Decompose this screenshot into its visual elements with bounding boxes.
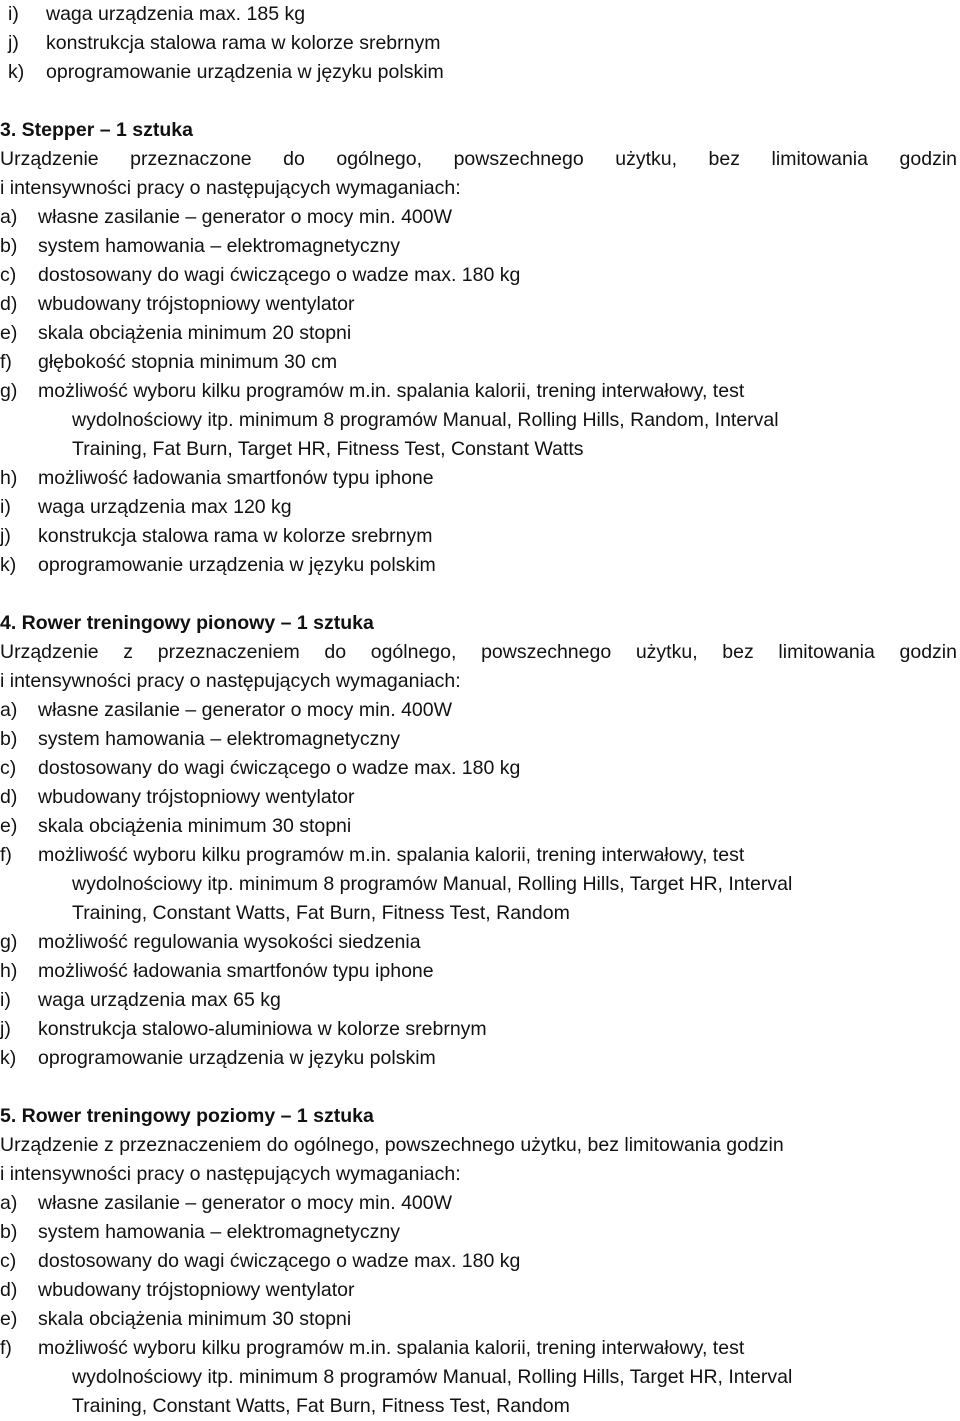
list-marker: a)	[0, 206, 18, 228]
list-item-text: system hamowania – elektromagnetyczny	[38, 1221, 400, 1243]
list-item-text: skala obciążenia minimum 20 stopni	[38, 322, 352, 344]
list-item-text: wbudowany trójstopniowy wentylator	[38, 1279, 355, 1301]
list-item	[0, 232, 960, 261]
list-item-text: dostosowany do wagi ćwiczącego o wadze max. 180 kg	[38, 264, 521, 286]
section-heading: 4. Rower treningowy pionowy – 1 sztuka	[0, 612, 374, 634]
list-marker: f)	[0, 351, 12, 373]
list-item-text: oprogramowanie urządzenia w języku polskim	[38, 1047, 436, 1069]
list-item	[0, 522, 960, 551]
section-intro-cont: i intensywności pracy o następujących wymaganiach:	[0, 177, 461, 199]
list-item-text: system hamowania – elektromagnetyczny	[38, 235, 400, 257]
list-marker: k)	[8, 61, 25, 83]
list-item	[0, 957, 960, 986]
list-item	[0, 464, 960, 493]
list-item-text: głębokość stopnia minimum 30 cm	[38, 351, 338, 373]
list-item-text: własne zasilanie – generator o mocy min. 400W	[38, 206, 453, 228]
list-item-text: waga urządzenia max 65 kg	[38, 989, 281, 1011]
list-item	[0, 29, 960, 58]
list-item-text: system hamowania – elektromagnetyczny	[38, 728, 400, 750]
list-item	[0, 812, 960, 841]
list-item-continuation: Training, Fat Burn, Target HR, Fitness Test, Constant Watts	[72, 438, 584, 460]
list-marker: h)	[0, 960, 18, 982]
list-marker: a)	[0, 1192, 18, 1214]
section-intro-cont: i intensywności pracy o następujących wymaganiach:	[0, 670, 461, 692]
list-item	[0, 754, 960, 783]
list-marker: e)	[0, 322, 18, 344]
list-marker: a)	[0, 699, 18, 721]
list-marker: j)	[0, 525, 11, 547]
list-item-text: skala obciążenia minimum 30 stopni	[38, 1308, 352, 1330]
list-marker: k)	[0, 1047, 17, 1069]
list-marker: c)	[0, 264, 17, 286]
list-item-text: dostosowany do wagi ćwiczącego o wadze max. 180 kg	[38, 1250, 521, 1272]
list-item	[0, 203, 960, 232]
list-item-text: konstrukcja stalowo-aluminiowa w kolorze srebrnym	[38, 1018, 487, 1040]
list-item-continuation: Training, Constant Watts, Fat Burn, Fitness Test, Random	[72, 1395, 570, 1417]
list-marker: i)	[8, 3, 19, 25]
list-item-text: możliwość wyboru kilku programów m.in. spalania kalorii, trening interwałowy, test	[38, 844, 745, 866]
list-item-text: możliwość wyboru kilku programów m.in. spalania kalorii, trening interwałowy, test	[38, 1337, 745, 1359]
list-item	[0, 1218, 960, 1247]
list-marker: f)	[0, 1337, 12, 1359]
list-marker: j)	[8, 32, 19, 54]
section-intro-cont: i intensywności pracy o następujących wymaganiach:	[0, 1163, 461, 1185]
list-item-text: waga urządzenia max 120 kg	[38, 496, 292, 518]
list-item	[0, 1334, 960, 1363]
list-item-text: własne zasilanie – generator o mocy min. 400W	[38, 1192, 453, 1214]
list-marker: b)	[0, 1221, 18, 1243]
section-stepper	[0, 116, 960, 580]
list-marker: g)	[0, 380, 18, 402]
list-item-text: możliwość wyboru kilku programów m.in. spalania kalorii, trening interwałowy, test	[38, 380, 745, 402]
list-item	[0, 986, 960, 1015]
list-item-text: wbudowany trójstopniowy wentylator	[38, 786, 355, 808]
list-marker: e)	[0, 1308, 18, 1330]
list-marker: c)	[0, 757, 17, 779]
list-item-text: własne zasilanie – generator o mocy min. 400W	[38, 699, 453, 721]
previous-item-list	[0, 0, 960, 87]
list-marker: b)	[0, 235, 18, 257]
list-marker: f)	[0, 844, 12, 866]
section-heading: 5. Rower treningowy poziomy – 1 sztuka	[0, 1105, 374, 1127]
list-item	[0, 551, 960, 580]
list-item	[0, 725, 960, 754]
list-marker: g)	[0, 931, 18, 953]
list-marker: d)	[0, 786, 18, 808]
list-item-text: możliwość ładowania smartfonów typu iphone	[38, 467, 434, 489]
list-item	[0, 58, 960, 87]
list-item-continuation: Training, Constant Watts, Fat Burn, Fitness Test, Random	[72, 902, 570, 924]
section-intro: Urządzenie z przeznaczeniem do ogólnego, powszechnego użytku, bez limitowania godzin	[0, 641, 957, 663]
list-item-continuation: wydolnościowy itp. minimum 8 programów Manual, Rolling Hills, Random, Interval	[72, 409, 779, 431]
list-marker: h)	[0, 467, 18, 489]
list-marker: b)	[0, 728, 18, 750]
list-item-text: dostosowany do wagi ćwiczącego o wadze max. 180 kg	[38, 757, 521, 779]
list-marker: d)	[0, 1279, 18, 1301]
list-marker: i)	[0, 989, 11, 1011]
list-item	[0, 290, 960, 319]
list-item	[0, 1305, 960, 1334]
list-item-text: konstrukcja stalowa rama w kolorze srebrnym	[38, 525, 433, 547]
section-intro: Urządzenie z przeznaczeniem do ogólnego, powszechnego użytku, bez limitowania godzin	[0, 1134, 784, 1156]
list-item-text: waga urządzenia max. 185 kg	[46, 3, 306, 25]
list-item	[0, 696, 960, 725]
list-item	[0, 319, 960, 348]
list-item	[0, 1276, 960, 1305]
list-item	[0, 1015, 960, 1044]
list-marker: k)	[0, 554, 17, 576]
list-marker: e)	[0, 815, 18, 837]
list-item	[0, 377, 960, 406]
list-marker: i)	[0, 496, 11, 518]
list-marker: d)	[0, 293, 18, 315]
list-item-text: możliwość regulowania wysokości siedzenia	[38, 931, 421, 953]
list-item-continuation: wydolnościowy itp. minimum 8 programów Manual, Rolling Hills, Target HR, Interval	[72, 873, 793, 895]
section-upright-bike	[0, 609, 960, 1073]
section-heading: 3. Stepper – 1 sztuka	[0, 119, 193, 141]
list-item-text: skala obciążenia minimum 30 stopni	[38, 815, 352, 837]
list-item-text: oprogramowanie urządzenia w języku polskim	[46, 61, 444, 83]
list-item-text: możliwość ładowania smartfonów typu iphone	[38, 960, 434, 982]
list-item-text: oprogramowanie urządzenia w języku polskim	[38, 554, 436, 576]
list-item	[0, 1247, 960, 1276]
list-item	[0, 493, 960, 522]
list-item	[0, 261, 960, 290]
list-item-continuation: wydolnościowy itp. minimum 8 programów Manual, Rolling Hills, Target HR, Interval	[72, 1366, 793, 1388]
list-marker: j)	[0, 1018, 11, 1040]
list-item	[0, 0, 960, 29]
section-recumbent-bike	[0, 1102, 960, 1421]
list-item	[0, 1044, 960, 1073]
list-item-text: konstrukcja stalowa rama w kolorze srebrnym	[46, 32, 441, 54]
section-intro: Urządzenie przeznaczone do ogólnego, powszechnego użytku, bez limitowania godzin	[0, 148, 957, 170]
list-item-text: wbudowany trójstopniowy wentylator	[38, 293, 355, 315]
list-item	[0, 783, 960, 812]
list-item	[0, 841, 960, 870]
list-item	[0, 348, 960, 377]
list-marker: c)	[0, 1250, 17, 1272]
list-item	[0, 1189, 960, 1218]
list-item	[0, 928, 960, 957]
